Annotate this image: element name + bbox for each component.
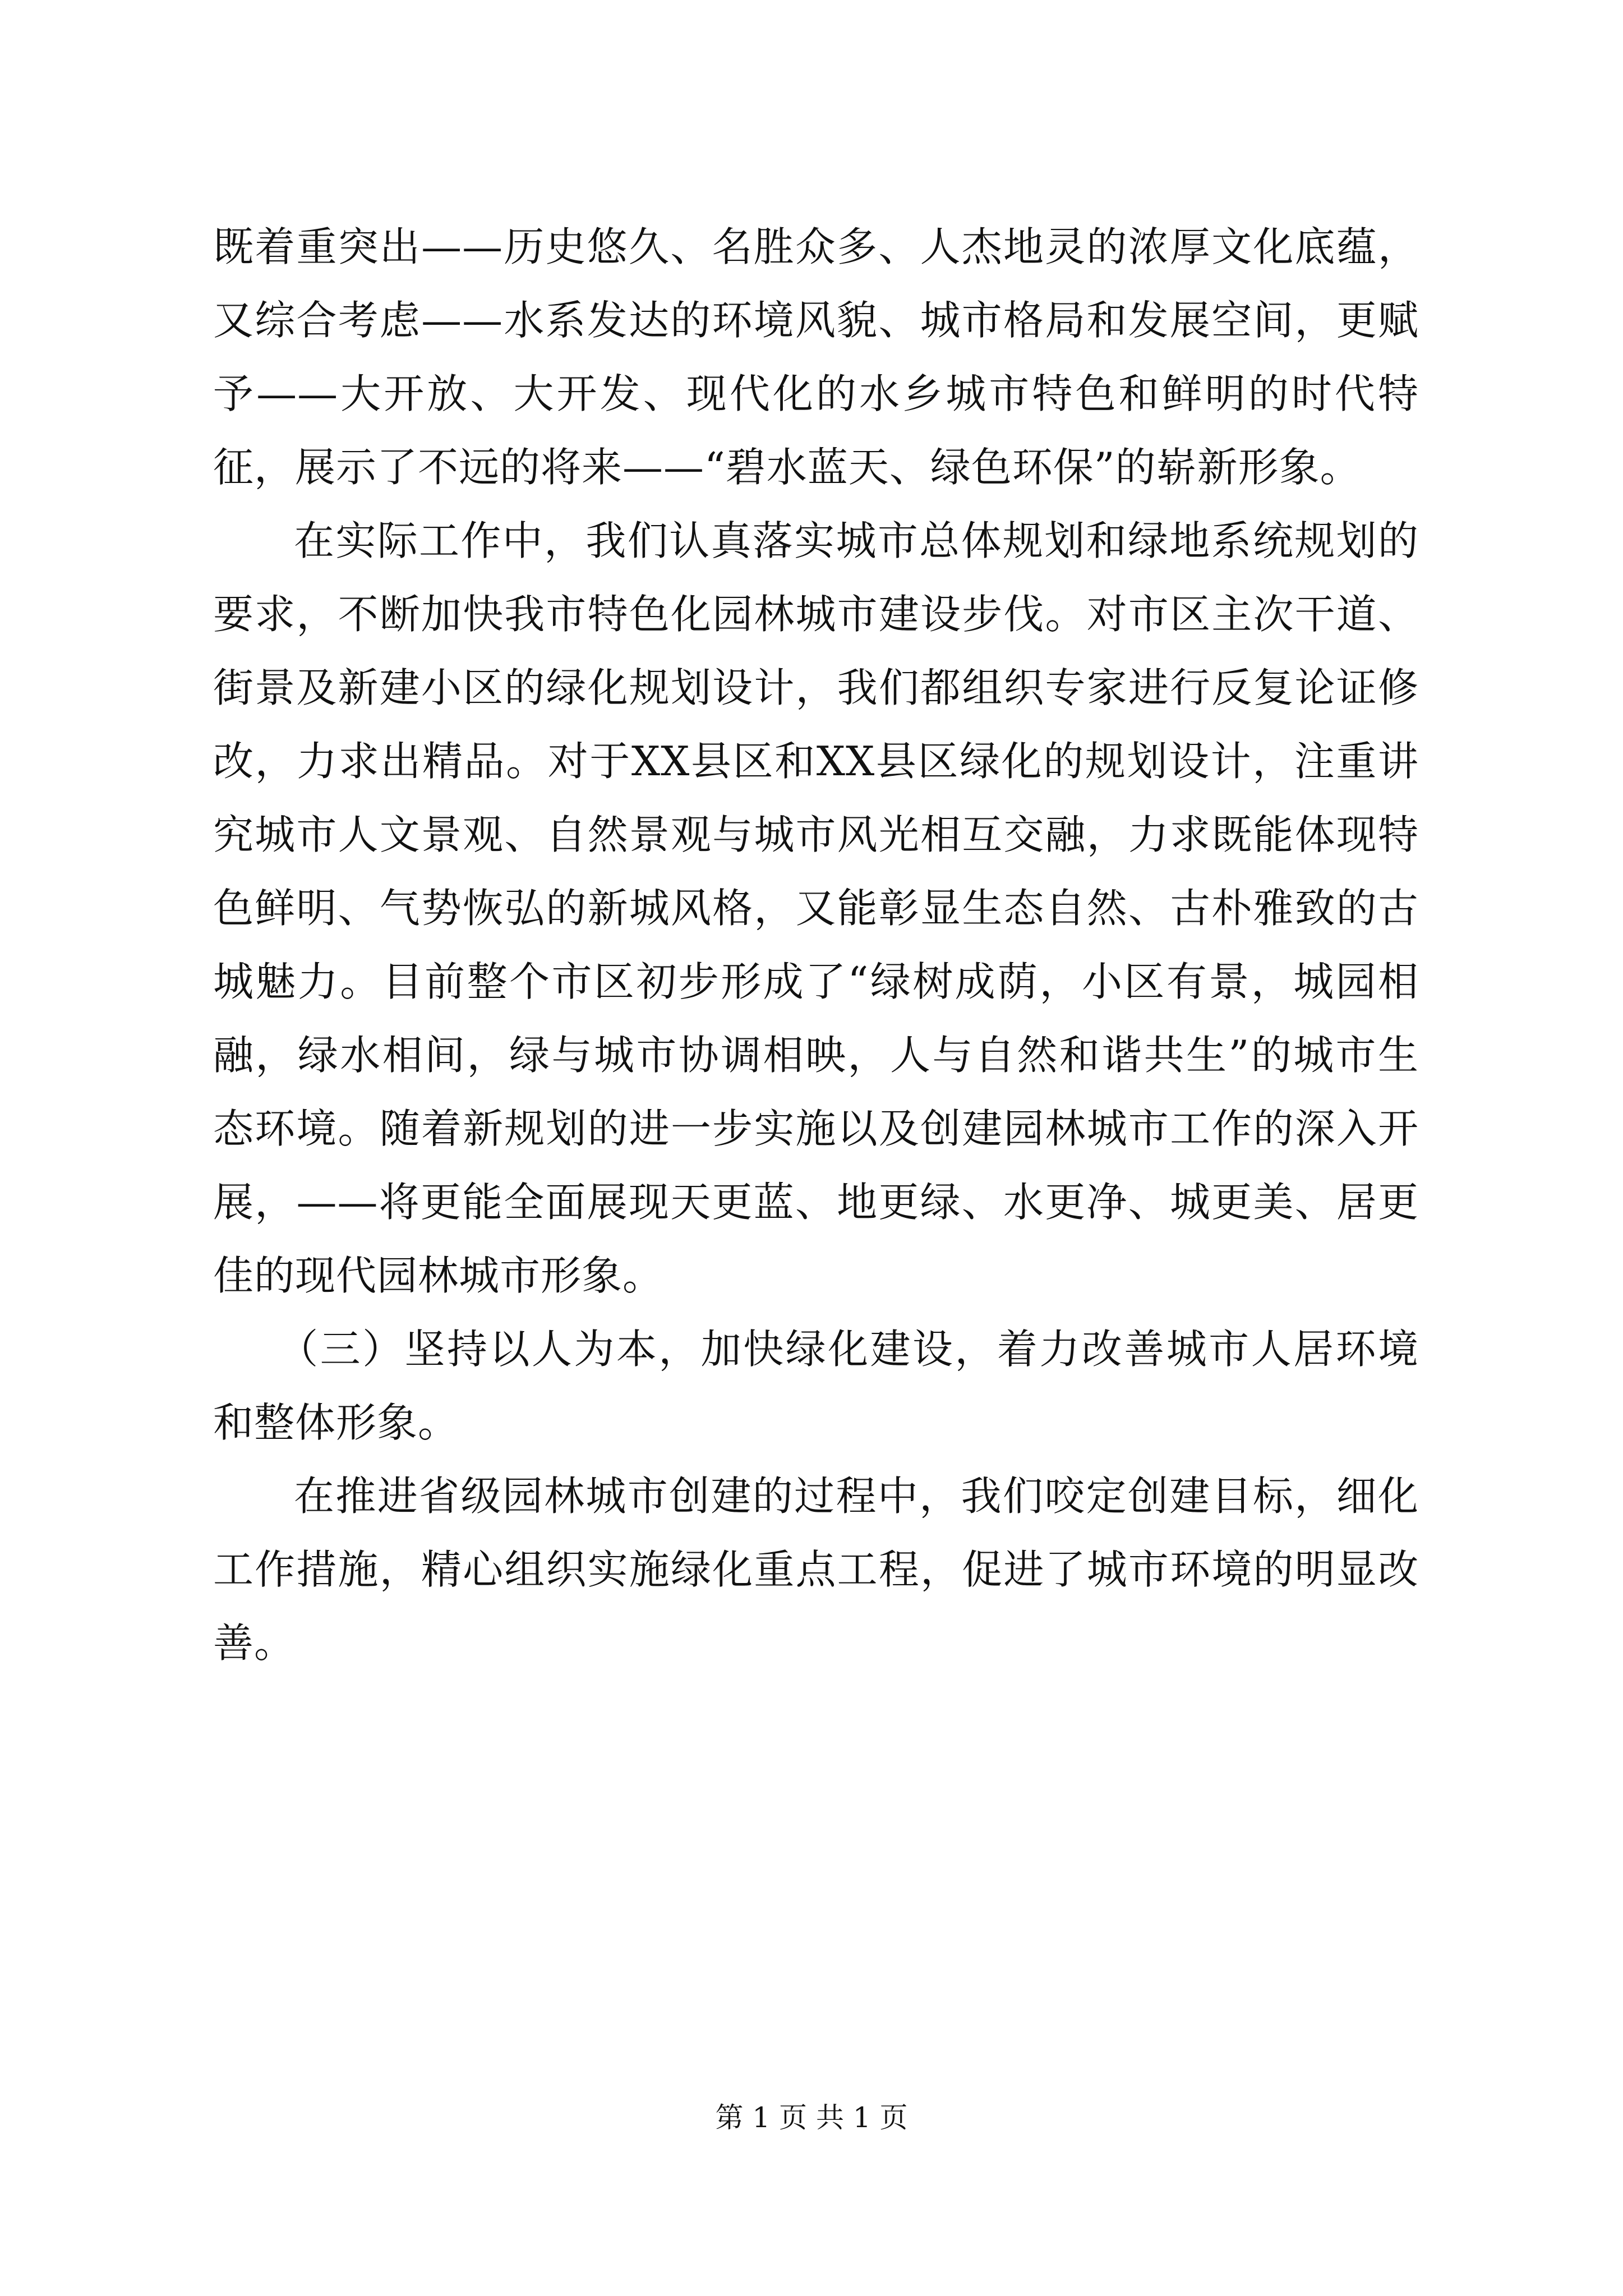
document-body xyxy=(213,210,1419,1680)
paragraph-4: 在推进省级园林城市创建的过程中，我们咬定创建目标，细化工作措施，精心组织实施绿化重点工程，促进了城市环境的明显改善。 xyxy=(213,1473,1419,1667)
section-heading-3: （三）坚持以人为本，加快绿化建设，着力改善城市人居环境和整体形象。 xyxy=(213,1326,1419,1446)
page-footer: 第 1 页 共 1 页 xyxy=(715,2101,908,2134)
paragraph-1: 既着重突出——历史悠久、名胜众多、人杰地灵的浓厚文化底蕴，又综合考虑——水系发达的环境风貌、城市格局和发展空间，更赋予——大开放、大开发、现代化的水乡城市特色和鲜明的时代特征，展示了不远的将来——“碧水蓝天、绿色环保”的崭新形象。 xyxy=(213,223,1419,491)
paragraph-2: 在实际工作中，我们认真落实城市总体规划和绿地系统规划的要求，不断加快我市特色化园林城市建设步伐。对市区主次干道、街景及新建小区的绿化规划设计，我们都组织专家进行反复论证修改，力求出精品。对于XX县区和XX县区绿化的规划设计，注重讲究城市人文景观、自然景观与城市风光相互交融，力求既能体现特色鲜明、气势恢弘的新城风格，又能彰显生态自然、古朴雅致的古城魅力。目前整个市区初步形成了“绿树成荫，小区有景，城园相融，绿水相间，绿与城市协调相映，人与自然和谐共生”的城市生态环境。随着新规划的进一步实施以及创建园林城市工作的深入开展，——将更能全面展现天更蓝、地更绿、水更净、城更美、居更佳的现代园林城市形象。 xyxy=(213,517,1419,1299)
